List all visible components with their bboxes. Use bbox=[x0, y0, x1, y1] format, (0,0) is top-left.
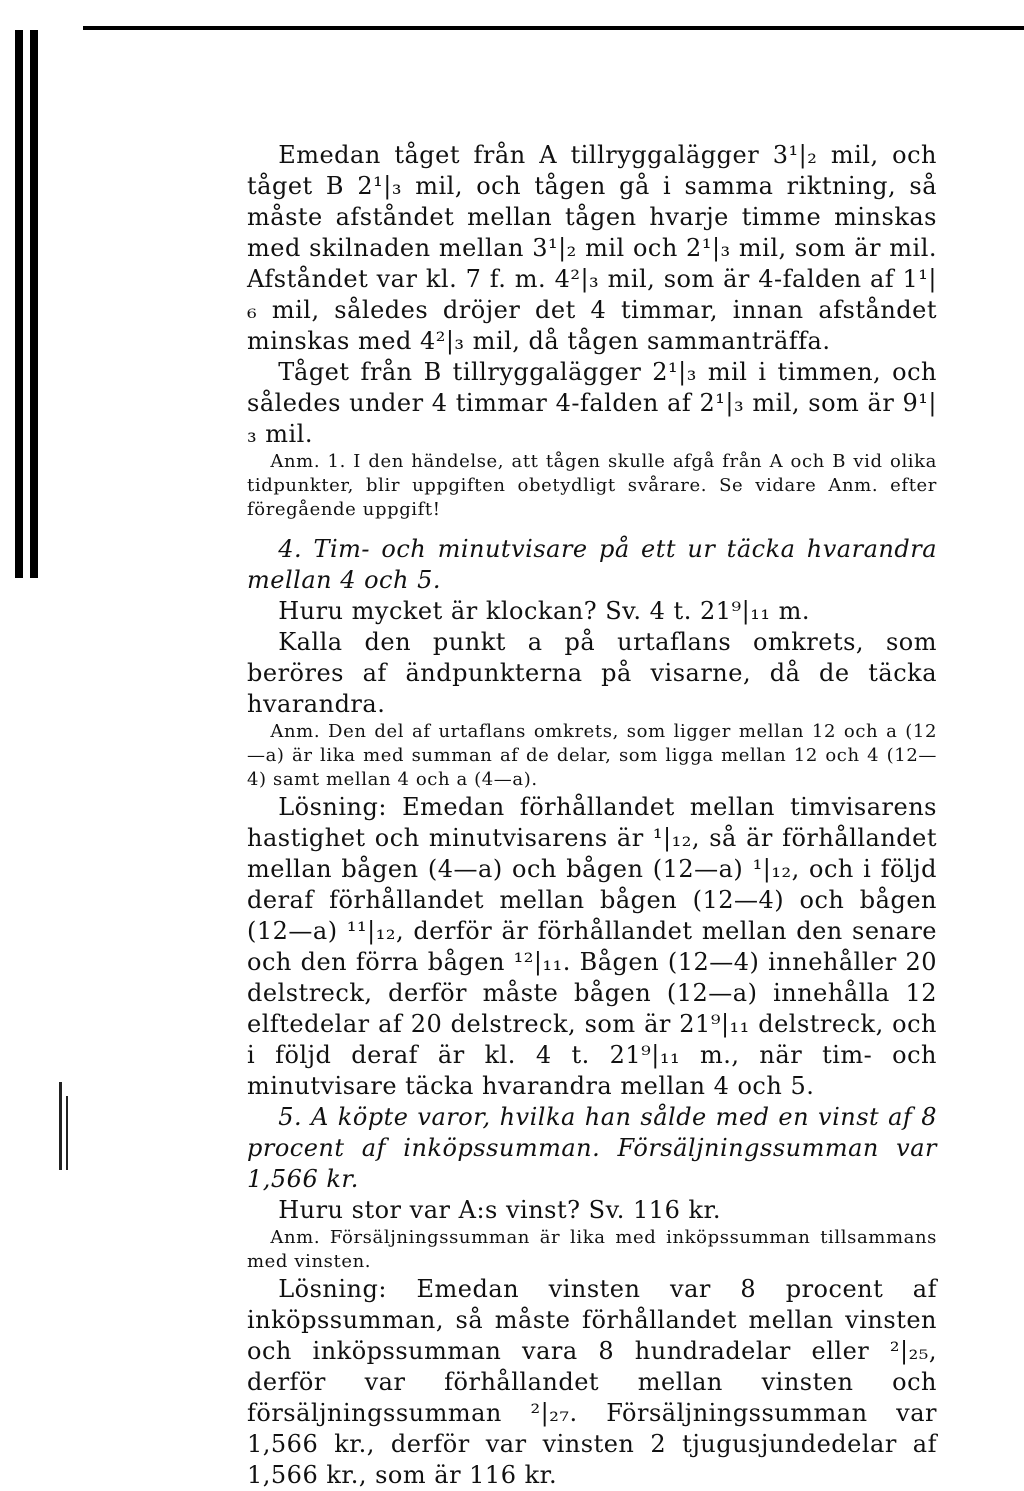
solution-4: Lösning: Emedan förhållandet mellan timvisarens hastighet och minutvisarens är ¹|₁₂, så är förhållandet mellan bågen (4—a) och bågen (12—a) ¹|₁₂, och i följd deraf förhållandet mellan bågen (12—4) och bågen (12—a) ¹¹|₁₂, derför är förhållandet mellan den senare och den förra bågen ¹²|₁₁. Bågen (12—4) innehåller 20 delstreck, derför måste bågen (12—a) innehålla 12 elftedelar af 20 delstreck, som är 21⁹|₁₁ delstreck, och i följd deraf är kl. 4 t. 21⁹|₁₁ m., när tim- och minutvisare täcka hvarandra mellan 4 och 5. bbox=[247, 793, 937, 1100]
margin-mark bbox=[59, 1082, 62, 1170]
scan-edge-bar bbox=[15, 30, 23, 578]
note-3: Anm. Försäljningssumman är lika med inköpssumman tillsammans med vinsten. bbox=[247, 1227, 937, 1272]
solution-5: Lösning: Emedan vinsten var 8 procent af inköpssumman, så måste förhållandet mellan vinsten och inköpssumman vara 8 hundradelar eller ²|₂₅, derför var förhållandet mellan vinsten och försäljningssumman ²|₂₇. Försäljningssumman var 1,566 kr., derför var vinsten 2 tjugusjundedelar af 1,566 kr., som är 116 kr. bbox=[247, 1275, 937, 1489]
problem-4-heading: 4. Tim- och minutvisare på ett ur täcka hvarandra mellan 4 och 5. bbox=[247, 535, 937, 594]
page-body bbox=[247, 140, 937, 1491]
problem-5-heading: 5. A köpte varor, hvilka han sålde med en vinst af 8 procent af inköpssumman. Försäljningssumman var 1,566 kr. bbox=[247, 1103, 937, 1193]
paragraph-6: Kalla den punkt a på urtaflans omkrets, som beröres af ändpunkterna på visarne, då de täcka hvarandra. bbox=[247, 628, 937, 718]
problem-5-question: Huru stor var A:s vinst? Sv. 116 kr. bbox=[278, 1196, 721, 1224]
scan-edge-rule bbox=[83, 26, 1024, 30]
note-1: Anm. 1. I den händelse, att tågen skulle afgå från A och B vid olika tidpunkter, blir uppgiften obetydligt svårare. Se vidare Anm. efter föregående uppgift! bbox=[247, 451, 937, 520]
paragraph-1: Emedan tåget från A tillryggalägger 3¹|₂ mil, och tåget B 2¹|₃ mil, och tågen gå i samma riktning, så måste afståndet mellan tågen hvarje timme minskas med skilnaden mellan 3¹|₂ mil och 2¹|₃ mil, som är mil. Afståndet var kl. 7 f. m. 4²|₃ mil, som är 4-falden af 1¹|₆ mil, således dröjer det 4 timmar, innan afståndet minskas med 4²|₃ mil, då tågen sammanträffa. bbox=[247, 141, 937, 355]
paragraph-2: Tåget från B tillryggalägger 2¹|₃ mil i timmen, och således under 4 timmar 4-falden af 2¹|₃ mil, som är 9¹|₃ mil. bbox=[247, 358, 937, 448]
scan-edge-bar bbox=[30, 30, 38, 578]
note-2: Anm. Den del af urtaflans omkrets, som ligger mellan 12 och a (12—a) är lika med summan af de delar, som ligga mellan 12 och 4 (12—4) samt mellan 4 och a (4—a). bbox=[247, 721, 937, 790]
margin-mark bbox=[66, 1096, 68, 1170]
problem-4-question: Huru mycket är klockan? Sv. 4 t. 21⁹|₁₁ m. bbox=[278, 597, 810, 625]
